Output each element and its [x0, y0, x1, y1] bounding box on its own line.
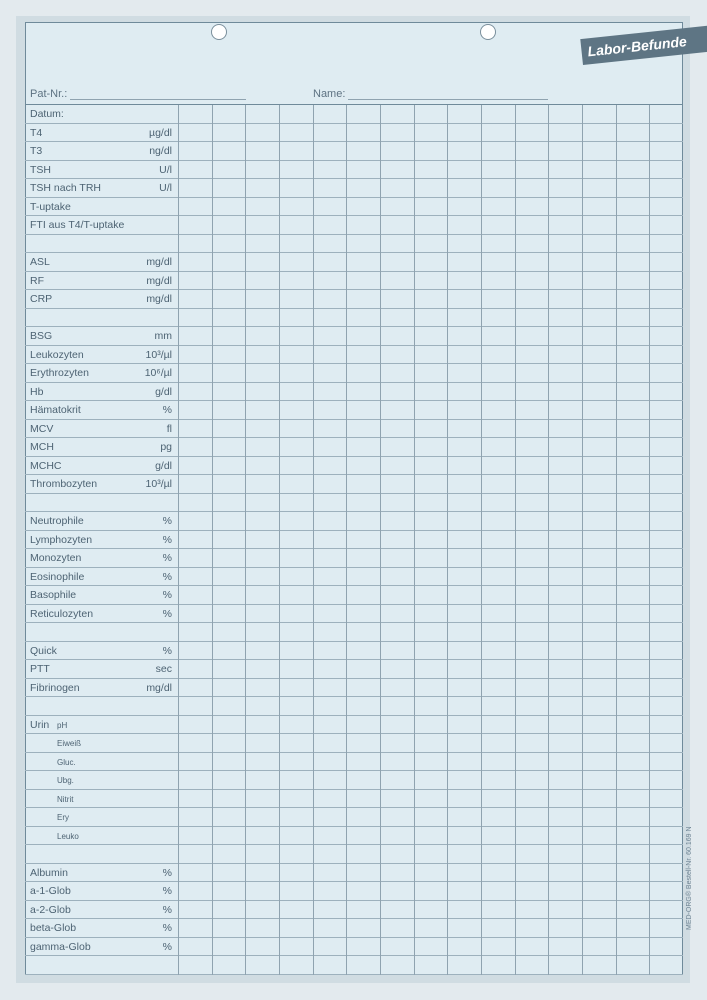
- test-row[interactable]: [25, 161, 683, 180]
- urine-sub-label: Ery: [57, 813, 69, 822]
- test-label: MCHC: [30, 459, 62, 472]
- test-unit: %: [162, 885, 172, 897]
- test-row[interactable]: [25, 198, 683, 217]
- punch-hole-left: [211, 24, 227, 40]
- patient-number-label: Pat-Nr.:: [30, 88, 68, 100]
- test-unit: %: [162, 903, 172, 916]
- column-divider: [313, 105, 314, 975]
- test-label: T-uptake: [30, 200, 71, 213]
- form-title-tab: Labor-Befunde: [580, 26, 707, 65]
- test-label: gamma-Glob: [30, 940, 91, 953]
- column-divider: [212, 105, 213, 975]
- results-grid[interactable]: [25, 104, 683, 975]
- test-row[interactable]: [25, 716, 683, 735]
- test-row[interactable]: [25, 531, 683, 550]
- column-divider: [649, 105, 650, 975]
- test-unit: %: [162, 922, 172, 934]
- test-row[interactable]: [25, 808, 683, 827]
- punch-hole-right: [480, 24, 496, 40]
- column-divider: [245, 105, 246, 975]
- test-unit: g/dl: [155, 459, 172, 472]
- test-row[interactable]: [25, 679, 683, 698]
- test-row[interactable]: [25, 734, 683, 753]
- test-label: a-1-Glob: [30, 885, 71, 897]
- test-row[interactable]: [25, 142, 683, 161]
- test-row[interactable]: [25, 124, 683, 143]
- test-row[interactable]: [25, 790, 683, 809]
- test-row[interactable]: [25, 364, 683, 383]
- column-divider: [616, 105, 617, 975]
- test-unit: mg/dl: [146, 681, 172, 694]
- test-unit: pg: [160, 441, 172, 453]
- test-label: TSH: [30, 163, 51, 176]
- column-divider: [481, 105, 482, 975]
- test-label: Erythrozyten: [30, 367, 89, 379]
- test-unit: %: [162, 404, 172, 416]
- urine-sub-label: Leuko: [57, 831, 79, 841]
- test-row[interactable]: [25, 512, 683, 531]
- column-divider: [346, 105, 347, 975]
- test-row[interactable]: [25, 216, 683, 235]
- test-label: Urin: [30, 718, 50, 731]
- test-row[interactable]: [25, 956, 683, 975]
- test-unit: g/dl: [155, 385, 172, 398]
- test-unit: %: [162, 644, 172, 657]
- urine-sub-label: Gluc.: [57, 757, 76, 767]
- urine-sub-label: pH: [57, 720, 68, 730]
- test-row[interactable]: [25, 327, 683, 346]
- test-unit: %: [162, 552, 172, 564]
- test-row[interactable]: [25, 771, 683, 790]
- date-row[interactable]: [25, 105, 683, 124]
- test-row[interactable]: [25, 864, 683, 883]
- test-unit: %: [162, 589, 172, 601]
- test-unit: mm: [154, 330, 172, 342]
- test-label: PTT: [30, 663, 50, 675]
- test-row[interactable]: [25, 494, 683, 513]
- test-row[interactable]: [25, 253, 683, 272]
- urine-sub-label: Eiweiß: [57, 739, 82, 748]
- column-divider: [380, 105, 381, 975]
- test-label: CRP: [30, 293, 53, 305]
- test-label: Leukozyten: [30, 348, 84, 361]
- test-unit: 10⁶/µl: [144, 367, 172, 379]
- test-label: Hämatokrit: [30, 404, 81, 416]
- test-row[interactable]: [25, 235, 683, 254]
- test-unit: %: [162, 866, 172, 879]
- test-label: Reticulozyten: [30, 607, 94, 620]
- test-row[interactable]: [25, 586, 683, 605]
- test-row[interactable]: [25, 179, 683, 198]
- test-row[interactable]: [25, 845, 683, 864]
- test-row[interactable]: [25, 605, 683, 624]
- test-label: Lymphozyten: [30, 533, 93, 546]
- test-label: Hb: [30, 385, 44, 398]
- test-unit: %: [162, 533, 172, 546]
- test-row[interactable]: [25, 309, 683, 328]
- test-unit: mg/dl: [146, 274, 172, 287]
- test-unit: U/l: [159, 182, 172, 194]
- test-row[interactable]: [25, 346, 683, 365]
- column-divider: [515, 105, 516, 975]
- test-label: FTI aus T4/T-uptake: [30, 219, 125, 231]
- order-number: MED-ORG® Bestell-Nr. 60.169 N: [686, 826, 693, 930]
- test-label: ASL: [30, 256, 50, 268]
- test-unit: 10³/µl: [145, 478, 172, 490]
- test-row[interactable]: [25, 919, 683, 938]
- test-label: Monozyten: [30, 552, 82, 564]
- column-divider: [447, 105, 448, 975]
- urine-sub-label: Nitrit: [57, 794, 74, 804]
- column-divider: [414, 105, 415, 975]
- test-unit: fl: [166, 422, 172, 435]
- test-label: a-2-Glob: [30, 903, 71, 916]
- test-label: Quick: [30, 644, 57, 657]
- test-unit: mg/dl: [146, 256, 172, 268]
- test-row[interactable]: [25, 272, 683, 291]
- test-row[interactable]: [25, 660, 683, 679]
- test-unit: ng/dl: [149, 145, 172, 157]
- patient-name-line: [348, 89, 548, 100]
- test-unit: %: [162, 607, 172, 620]
- test-label: MCV: [30, 422, 54, 435]
- column-divider: [582, 105, 583, 975]
- test-row[interactable]: [25, 882, 683, 901]
- test-unit: %: [162, 940, 172, 953]
- test-label: Eosinophile: [30, 570, 85, 583]
- date-label: Datum:: [30, 108, 64, 120]
- test-label: Thrombozyten: [30, 478, 98, 490]
- test-unit: sec: [155, 663, 172, 675]
- test-label: Fibrinogen: [30, 681, 80, 694]
- test-row[interactable]: [25, 290, 683, 309]
- test-unit: µg/dl: [149, 126, 172, 139]
- test-row[interactable]: [25, 697, 683, 716]
- test-row[interactable]: [25, 901, 683, 920]
- test-row[interactable]: [25, 938, 683, 957]
- test-label: TSH nach TRH: [30, 182, 101, 194]
- test-unit: 10³/µl: [145, 348, 172, 361]
- test-unit: U/l: [159, 163, 172, 176]
- column-divider: [178, 105, 179, 975]
- test-unit: %: [162, 515, 172, 527]
- test-label: RF: [30, 274, 44, 287]
- test-unit: %: [162, 570, 172, 583]
- patient-name-label: Name:: [313, 88, 346, 100]
- test-label: T3: [30, 145, 43, 157]
- test-row[interactable]: [25, 401, 683, 420]
- test-label: beta-Glob: [30, 922, 77, 934]
- test-unit: mg/dl: [146, 293, 172, 305]
- test-row[interactable]: [25, 420, 683, 439]
- test-row[interactable]: [25, 457, 683, 476]
- test-label: T4: [30, 126, 43, 139]
- test-row[interactable]: [25, 642, 683, 661]
- patient-number-line: [70, 89, 246, 100]
- test-label: Neutrophile: [30, 515, 84, 527]
- column-divider: [279, 105, 280, 975]
- test-row[interactable]: [25, 475, 683, 494]
- patient-number-field[interactable]: [30, 88, 246, 100]
- column-divider: [548, 105, 549, 975]
- urine-sub-label: Ubg.: [57, 776, 74, 785]
- test-row[interactable]: [25, 549, 683, 568]
- test-label: Albumin: [30, 866, 68, 879]
- test-row[interactable]: [25, 827, 683, 846]
- test-row[interactable]: [25, 383, 683, 402]
- test-row[interactable]: [25, 438, 683, 457]
- test-label: Basophile: [30, 589, 77, 601]
- test-row[interactable]: [25, 623, 683, 642]
- patient-name-field[interactable]: [313, 88, 548, 100]
- test-row[interactable]: [25, 568, 683, 587]
- test-label: MCH: [30, 441, 54, 453]
- test-label: BSG: [30, 330, 53, 342]
- test-row[interactable]: [25, 753, 683, 772]
